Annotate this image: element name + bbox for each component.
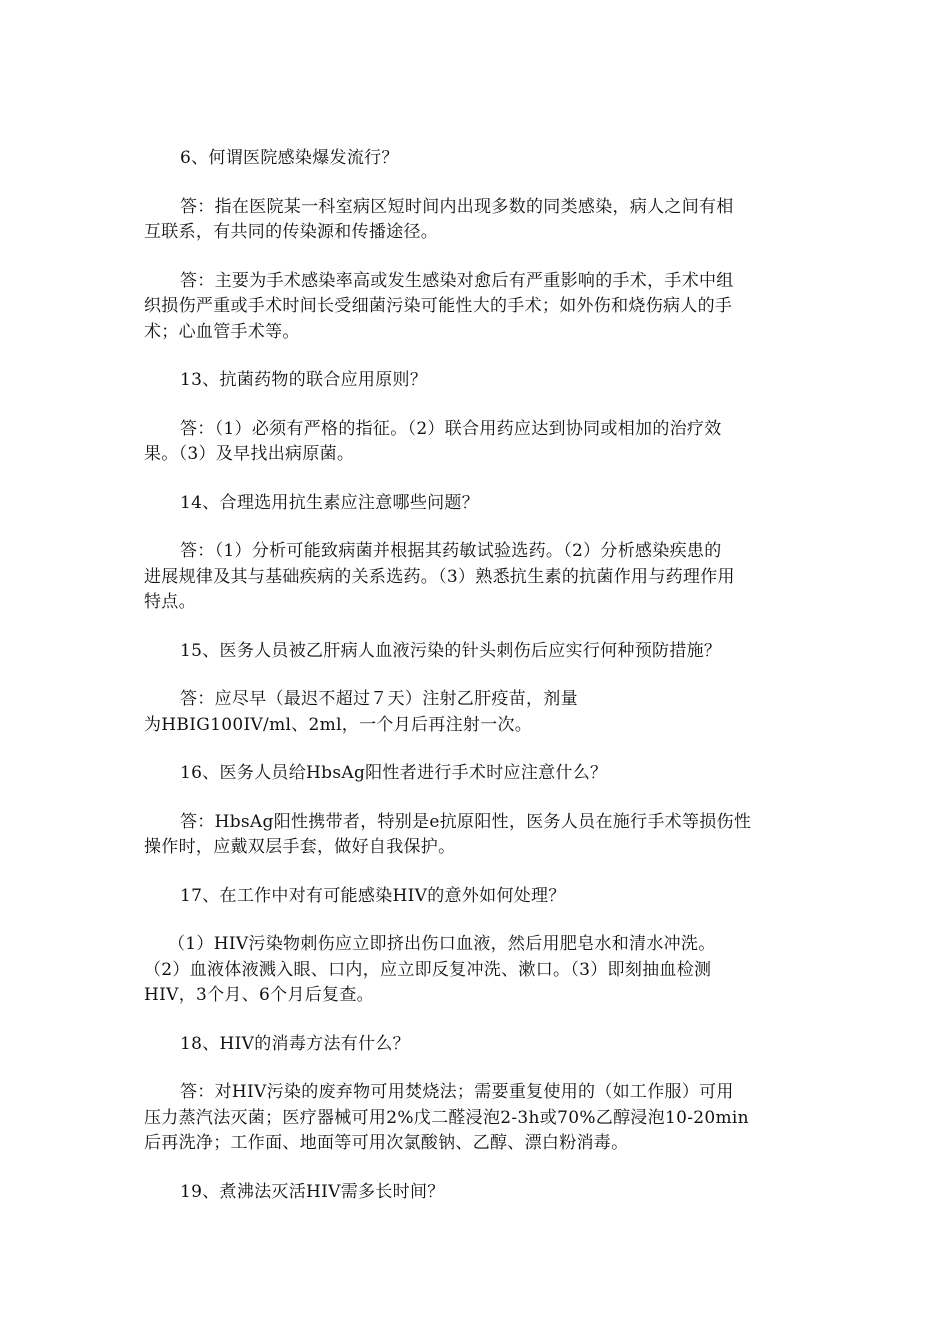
- text-line: （2）血液体液溅入眼、口内，应立即反复冲洗、漱口。（3）即刻抽血检测: [144, 959, 712, 980]
- text-line: 答：对HIV污染的废弃物可用焚烧法；需要重复使用的（如工作服）可用: [180, 1082, 734, 1102]
- text-line: 13、抗菌药物的联合应用原则？: [180, 370, 428, 390]
- text-line: 16、医务人员给HbsAg阳性者进行手术时应注意什么？: [180, 763, 608, 783]
- text-line: 果。（3）及早找出病原菌。: [144, 444, 355, 464]
- text-line: 19、煮沸法灭活HIV需多长时间？: [180, 1181, 445, 1202]
- text-line: 15、医务人员被乙肝病人血液污染的针头刺伤后应实行何种预防措施？: [180, 640, 722, 661]
- question-paragraph: [144, 761, 808, 787]
- text-line: 术；心血管手术等。: [144, 321, 300, 342]
- text-line: 答：指在医院某一科室病区短时间内出现多数的同类感染，病人之间有相: [180, 196, 734, 217]
- text-line: 14、合理选用抗生素应注意哪些问题？: [180, 492, 480, 513]
- text-line: 织损伤严重或手术时间长受细菌污染可能性大的手术；如外伤和烧伤病人的手: [144, 296, 733, 316]
- question-paragraph: [144, 639, 808, 665]
- text-line: 特点。: [144, 592, 196, 612]
- text-line: HIV，3个月、6个月后复查。: [144, 985, 374, 1005]
- question-paragraph: [144, 1032, 808, 1058]
- question-paragraph: [144, 1180, 808, 1206]
- answer-paragraph: [144, 195, 808, 246]
- text-line: 进展规律及其与基础疾病的关系选药。（3）熟悉抗生素的抗菌作用与药理作用: [144, 566, 735, 587]
- answer-paragraph: [144, 417, 808, 468]
- text-line: 17、在工作中对有可能感染HIV的意外如何处理？: [180, 885, 566, 906]
- text-line: 6、何谓医院感染爆发流行？: [180, 148, 399, 168]
- question-paragraph: [144, 368, 808, 394]
- text-line: 答：（1）必须有严格的指征。（2）联合用药应达到协同或相加的治疗效: [180, 418, 722, 439]
- document-body: [144, 146, 808, 1228]
- text-line: 压力蒸汽法灭菌；医疗器械可用2%戊二醛浸泡2-3h或70%乙醇浸泡10-20min: [144, 1107, 749, 1128]
- text-line: 答：（1）分析可能致病菌并根据其药敏试验选药。（2）分析感染疾患的: [180, 541, 722, 561]
- text-line: 操作时，应戴双层手套，做好自我保护。: [144, 837, 456, 857]
- answer-paragraph: [144, 1080, 808, 1157]
- text-line: 答：主要为手术感染率高或发生感染对愈后有严重影响的手术，手术中组: [180, 270, 734, 291]
- question-paragraph: [144, 146, 808, 172]
- text-line: （1）HIV污染物刺伤应立即挤出伤口血液，然后用肥皂水和清水冲洗。: [168, 934, 716, 954]
- question-paragraph: [144, 884, 808, 910]
- text-line: 答：应尽早（最迟不超过７天）注射乙肝疫苗，剂量: [180, 689, 578, 709]
- question-paragraph: [144, 491, 808, 517]
- text-line: 后再洗净；工作面、地面等可用次氯酸钠、乙醇、漂白粉消毒。: [144, 1133, 629, 1153]
- answer-paragraph: [144, 810, 808, 861]
- text-line: 为HBIG100IV/ml、2ml，一个月后再注射一次。: [144, 714, 533, 735]
- answer-paragraph: [144, 269, 808, 346]
- answer-paragraph: [144, 539, 808, 616]
- text-line: 18、HIV的消毒方法有什么？: [180, 1033, 410, 1054]
- answer-paragraph: [144, 687, 808, 738]
- text-line: 互联系，有共同的传染源和传播途径。: [144, 222, 439, 242]
- text-line: 答：HbsAg阳性携带者，特别是e抗原阳性，医务人员在施行手术等损伤性: [180, 811, 752, 832]
- answer-paragraph: [144, 932, 808, 1009]
